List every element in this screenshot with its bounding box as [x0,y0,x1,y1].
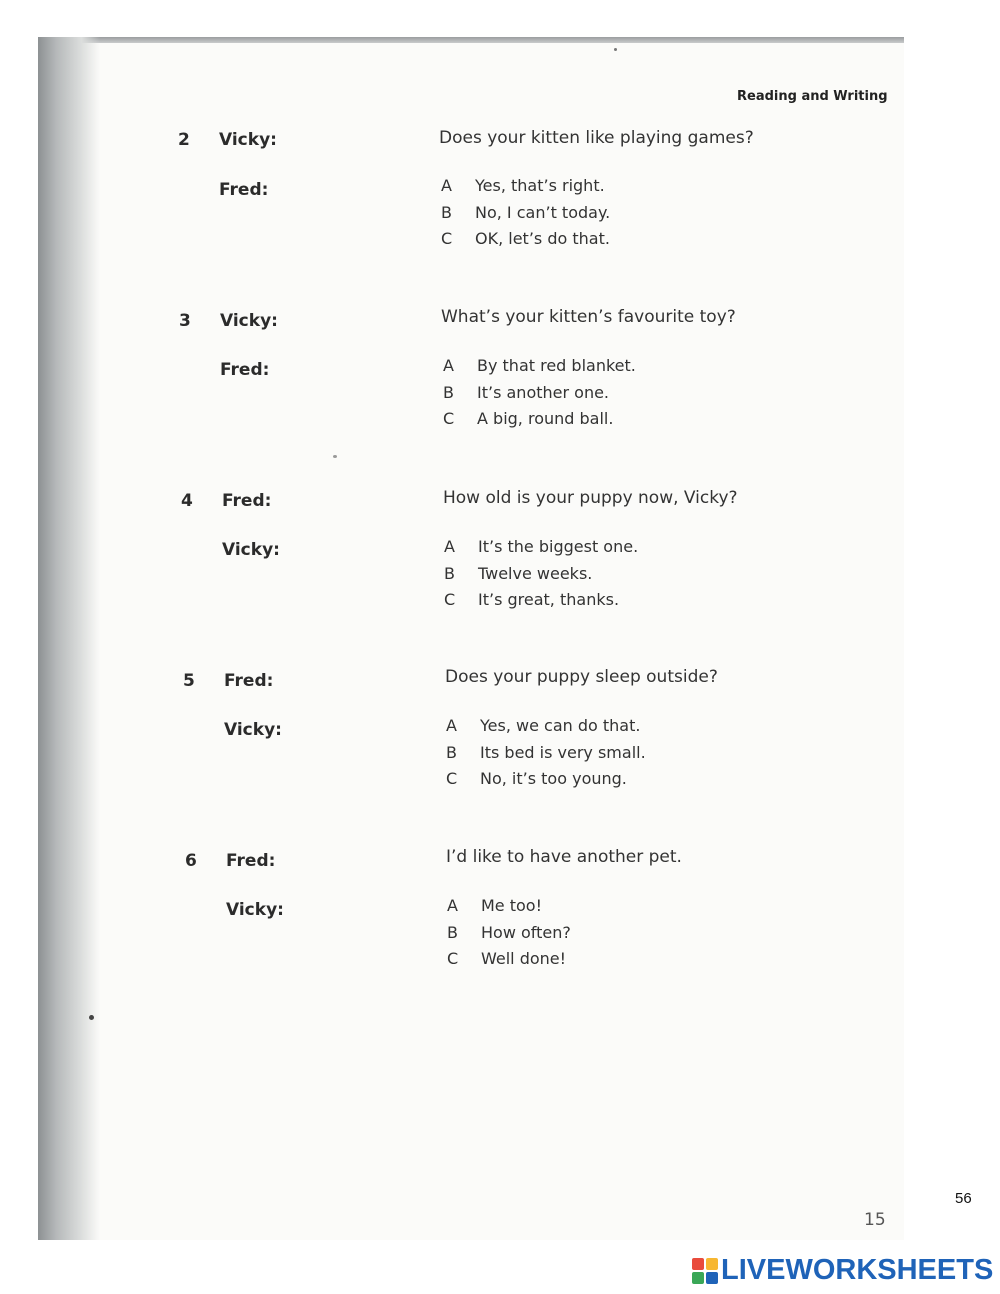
answer-options [441,176,610,256]
option-text: It’s the biggest one. [478,537,639,556]
option-text: It’s another one. [477,382,610,402]
page-number: 15 [864,1210,886,1230]
liveworksheets-logo[interactable] [692,1254,993,1287]
option-text: Me too! [481,896,542,915]
option-text: Yes, we can do that. [480,716,641,735]
option-letter: C [447,949,459,968]
option-letter: A [447,896,458,915]
option-text: Its bed is very small. [480,742,646,762]
option-letter: A [441,176,452,195]
option-c [446,769,646,796]
question-text: How old is your puppy now, Vicky? [443,488,738,508]
question-text: Does your kitten like playing games? [439,128,754,148]
speaker-label: Fred: [226,851,276,871]
option-text: A big, round ball. [477,409,614,428]
option-b [447,923,571,950]
item-number: 3 [179,311,191,331]
option-a [446,716,646,743]
option-text: It’s great, thanks. [478,590,620,609]
option-letter: A [444,537,455,556]
item-number: 6 [185,851,197,871]
responder-label: Vicky: [224,720,282,740]
option-b [443,383,636,410]
option-c [443,409,636,436]
option-letter: C [446,769,458,788]
item-number: 5 [183,671,195,691]
answer-options [443,356,636,436]
responder-label: Vicky: [226,900,284,920]
speck [333,455,337,458]
option-a [441,176,610,203]
option-letter: B [444,563,455,583]
option-letter: C [441,229,453,248]
option-text: How often? [481,922,571,942]
option-text: No, I can’t today. [475,202,611,222]
logo-text: LIVEWORKSHEETS [721,1254,994,1286]
option-c [441,229,610,256]
option-text: Yes, that’s right. [475,176,605,195]
option-letter: B [441,202,452,222]
answer-options [444,537,638,617]
option-text: Well done! [481,949,567,968]
option-b [446,743,646,770]
scan-top-edge [38,37,904,43]
option-letter: B [446,742,457,762]
responder-label: Fred: [220,360,270,380]
option-text: No, it’s too young. [480,769,627,788]
option-text: Twelve weeks. [478,563,593,583]
option-b [441,203,610,230]
option-letter: A [446,716,457,735]
speaker-label: Fred: [222,491,272,511]
option-letter: C [443,409,455,428]
speck [89,1015,94,1020]
logo-grid-icon [692,1258,718,1284]
question-text: Does your puppy sleep outside? [445,667,718,687]
responder-label: Fred: [219,180,269,200]
item-number: 2 [178,130,190,150]
option-letter: C [444,590,456,609]
book-spine-shadow [38,37,100,1240]
option-a [447,896,571,923]
option-text: By that red blanket. [477,356,636,375]
question-text: What’s your kitten’s favourite toy? [441,307,736,327]
option-a [443,356,636,383]
answer-options [447,896,571,976]
speaker-label: Vicky: [219,130,277,150]
speaker-label: Vicky: [220,311,278,331]
option-letter: B [443,382,454,402]
responder-label: Vicky: [222,540,280,560]
speck [614,48,617,51]
option-c [444,590,638,617]
option-a [444,537,638,564]
option-c [447,949,571,976]
item-number: 4 [181,491,193,511]
option-letter: B [447,922,458,942]
question-text: I’d like to have another pet. [446,847,682,867]
option-b [444,564,638,591]
option-text: OK, let’s do that. [475,229,610,248]
sheet-number: 56 [955,1190,972,1207]
speaker-label: Fred: [224,671,274,691]
section-header: Reading and Writing [737,89,888,104]
option-letter: A [443,356,454,375]
answer-options [446,716,646,796]
